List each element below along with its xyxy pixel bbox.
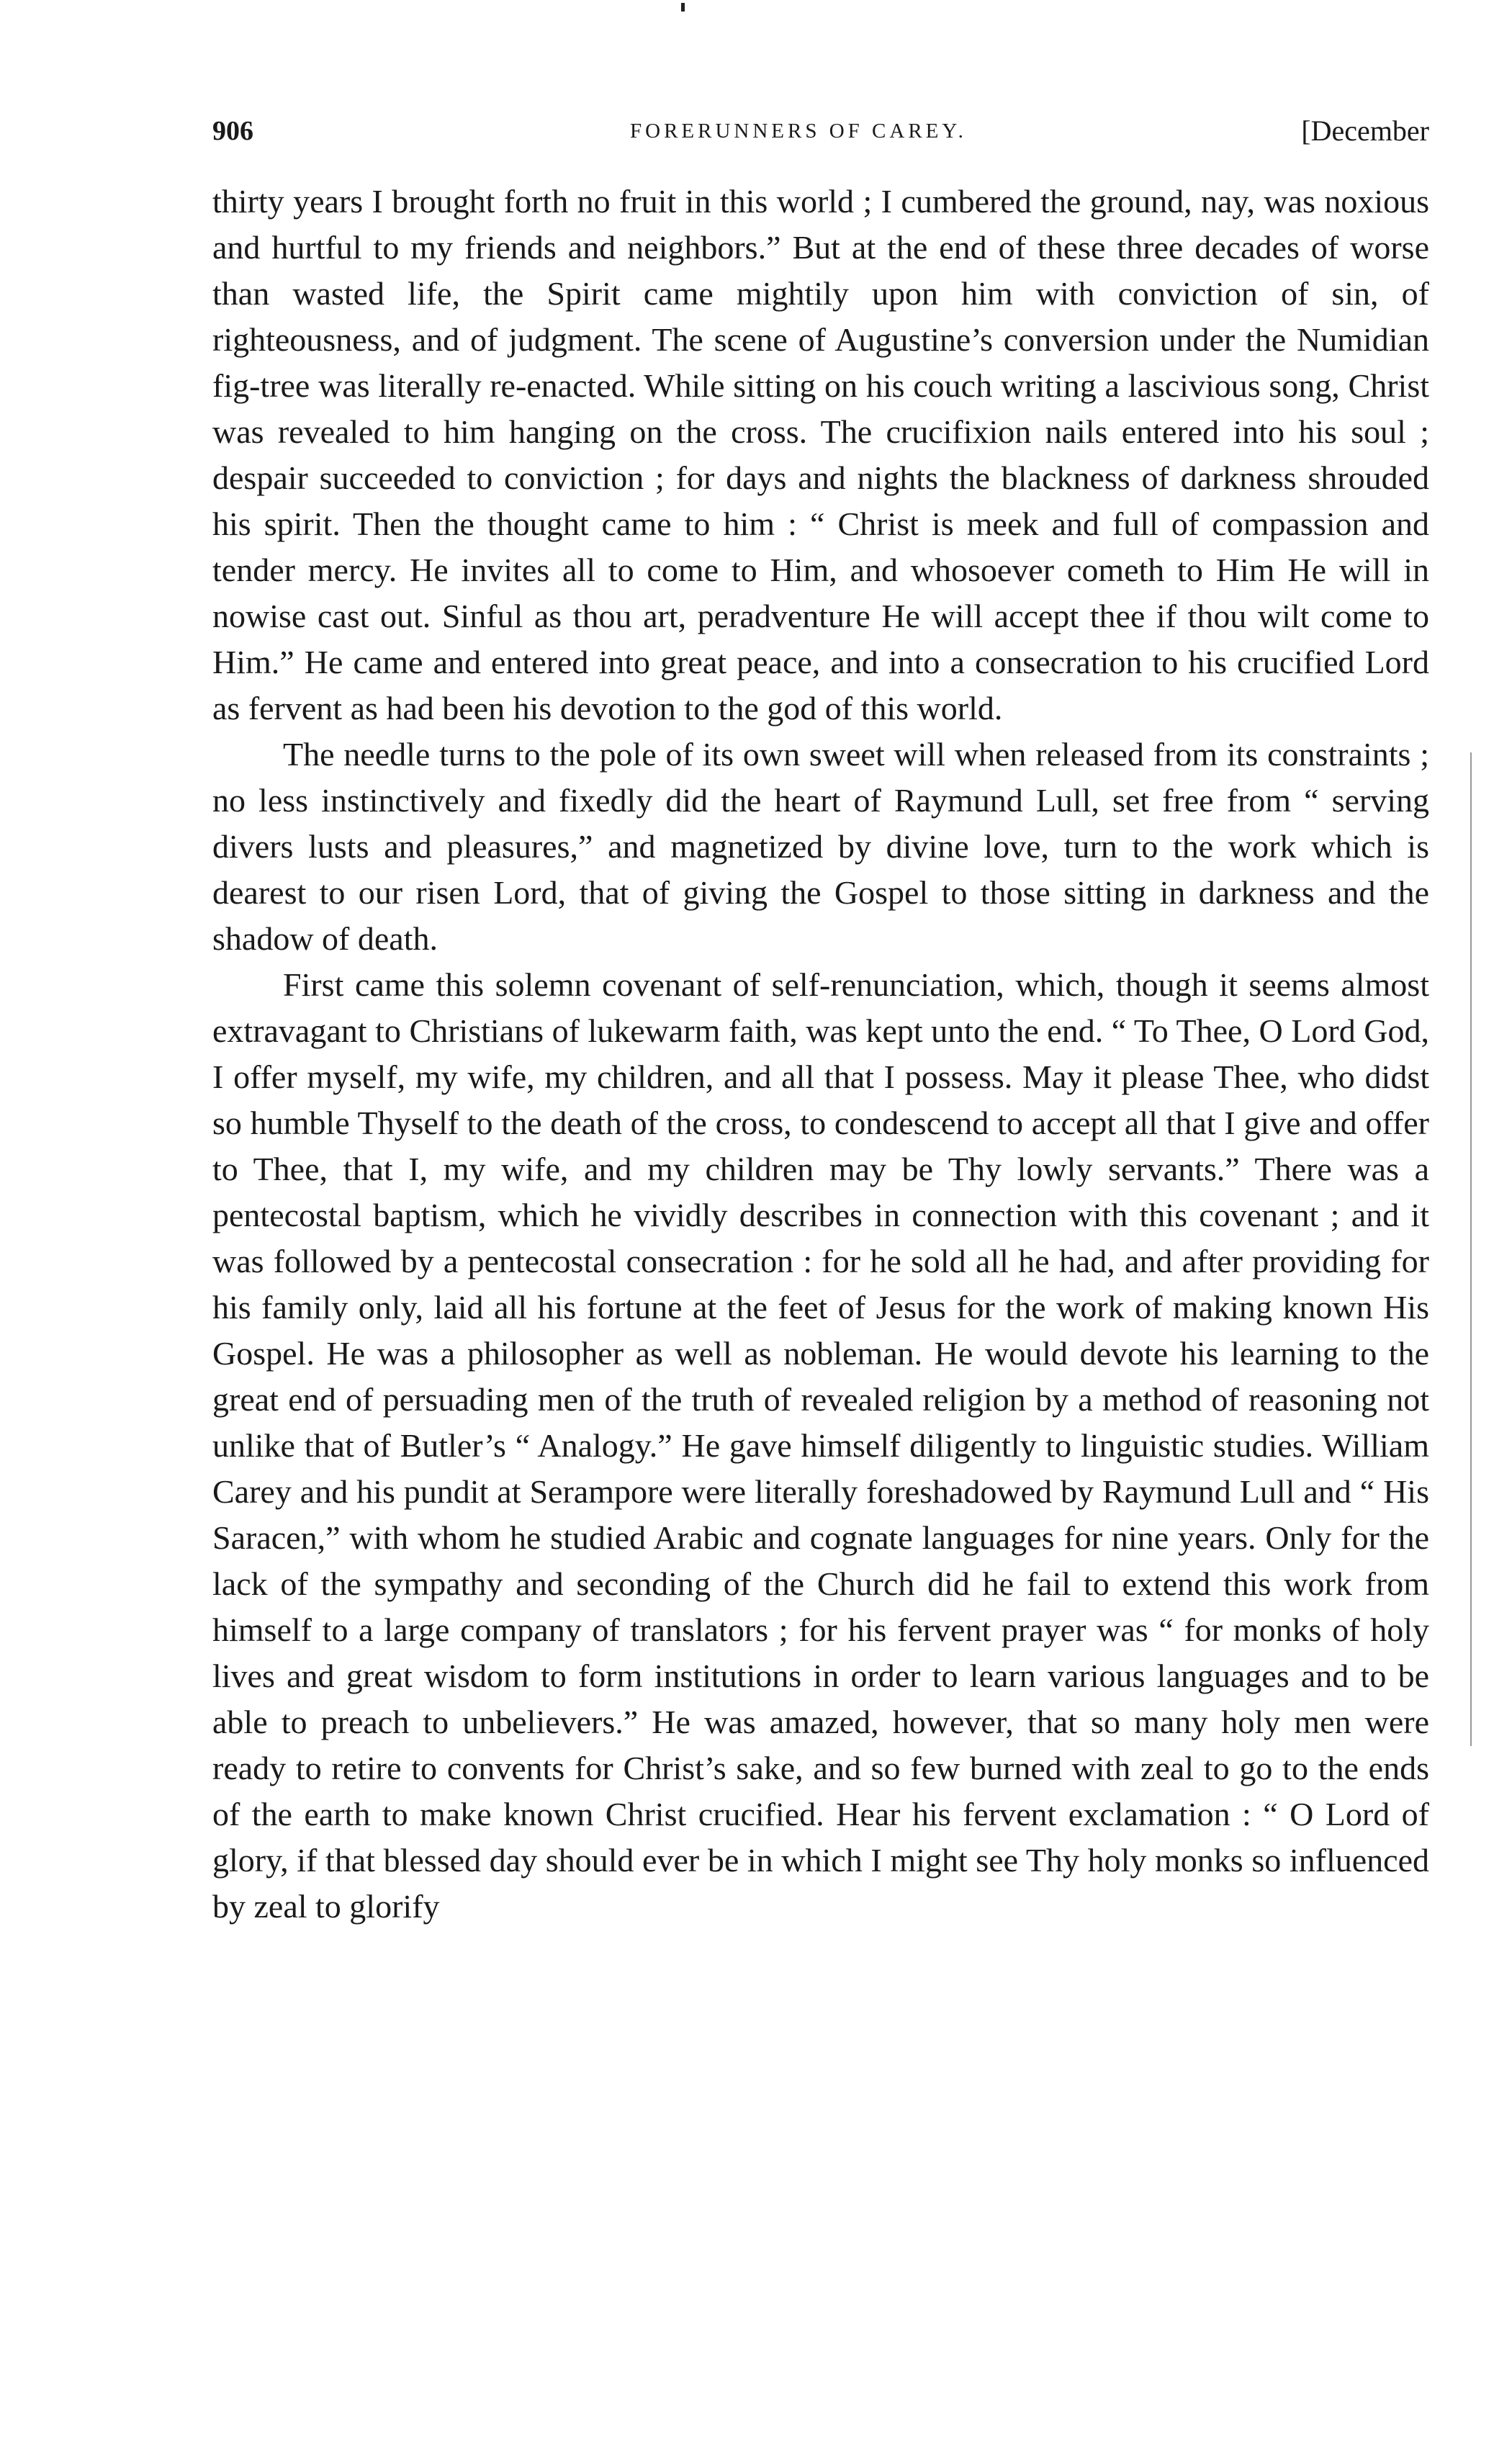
running-head: FORERUNNERS OF CAREY. — [630, 120, 967, 143]
page-header — [212, 109, 1429, 153]
page-number: 906 — [212, 116, 253, 146]
paragraph-covenant: First came this solemn covenant of self-renunciation, which, though it seems almost extravagant to Christians of lukewarm faith, was kept unto the end. “ To Thee, O Lord God, I offer myself, my wife, my children, and all that I possess. May it please Thee, who didst so humble Thyself to the death of the cross, to condescend to accept all that I give and offer to Thee, that I, my wife, and my children may be Thy lowly servants.” There was a pentecostal baptism, which he vividly describes in connection with this covenant ; and it was followed by a pentecostal consecration : for he sold all he had, and after providing for his family only, laid all his fortune at the feet of Jesus for the work of making known His Gospel. He was a philosopher as well as nobleman. He would devote his learning to the great end of persuading men of the truth of revealed religion by a method of reasoning not unlike that of Butler’s “ Analogy.” He gave himself diligently to linguistic studies. William Carey and his pundit at Serampore were literally foreshadowed by Raymund Lull and “ His Saracen,” with whom he studied Arabic and cognate languages for nine years. Only for the lack of the sympathy and seconding of the Church did he fail to extend this work from himself to a large company of translators ; for his fervent prayer was “ for monks of holy lives and great wisdom to form institutions in order to learn various languages and to be able to preach to unbelievers.” He was amazed, however, that so many holy men were ready to retire to convents for Christ’s sake, and so few burned with zeal to go to the ends of the earth to make known Christ crucified. Hear his fervent exclamation : “ O Lord of glory, if that blessed day should ever be in which I might see Thy holy monks so influenced by zeal to glorify — [212, 966, 1429, 1925]
paragraph-continuation: thirty years I brought forth no fruit in this world ; I cumbered the ground, nay, was noxious and hurtful to my friends and neighbors.” But at the end of these three decades of worse than wasted life, the Spirit came mightily upon him with conviction of sin, of righteousness, and of judgment. The scene of Augustine’s conversion under the Numidian fig-tree was literally re-enacted. While sitting on his couch writing a lascivious song, Christ was revealed to him hanging on the cross. The crucifixion nails entered into his soul ; despair succeeded to conviction ; for days and nights the blackness of darkness shrouded his spirit. Then the thought came to him : “ Christ is meek and full of compassion and tender mercy. He invites all to come to Him, and whosoever cometh to Him He will in nowise cast out. Sinful as thou art, peradventure He will accept thee if thou wilt come to Him.” He came and entered into great peace, and into a consecration to his crucified Lord as fervent as had been his devotion to the god of this world. — [212, 183, 1429, 727]
running-date: [December — [1301, 114, 1429, 147]
scan-speck — [681, 3, 685, 12]
margin-rule — [1470, 752, 1472, 1746]
paragraph-needle: The needle turns to the pole of its own sweet will when released from its constraints ; no less instinctively and fixedly did the heart of Raymund Lull, set free from “ serving divers lusts and pleasures,” and magnetized by divine love, turn to the work which is dearest to our risen Lord, that of giving the Gospel to those sitting in darkness and the shadow of death. — [212, 736, 1429, 957]
body-text — [212, 179, 1429, 1930]
